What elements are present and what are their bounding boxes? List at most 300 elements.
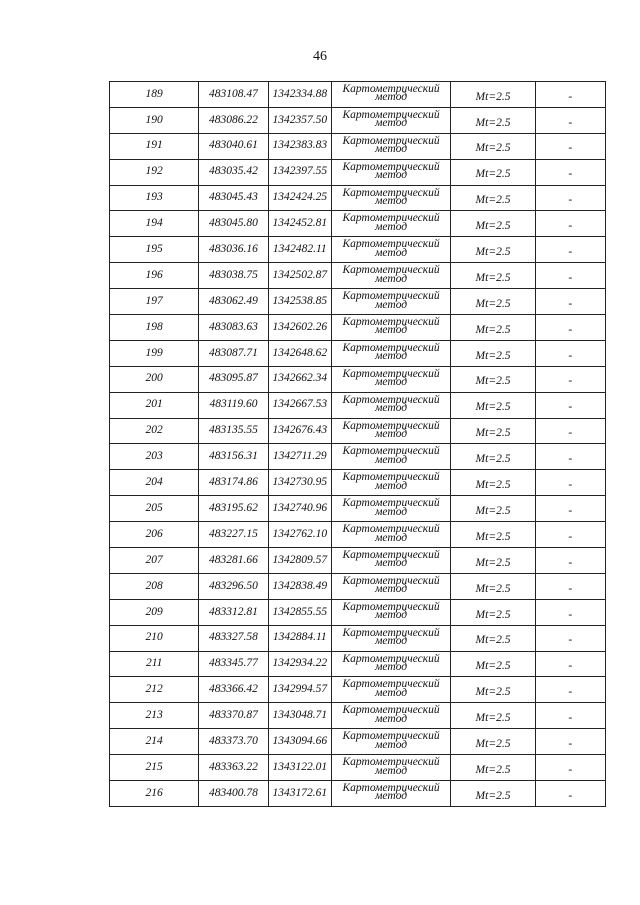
- method-line2: метод: [375, 583, 408, 596]
- point-number: 191: [145, 139, 163, 152]
- y-coordinate-cell: 1342711.29: [268, 444, 331, 470]
- accuracy-value: Mt=2.5: [475, 504, 511, 517]
- accuracy-cell: [451, 755, 535, 781]
- point-number-cell: [110, 651, 199, 677]
- description-cell: [535, 392, 605, 418]
- description-cell: [535, 573, 605, 599]
- x-coordinate-cell: 483135.55: [199, 418, 268, 444]
- method-cell: [331, 677, 450, 703]
- accuracy-cell: [451, 444, 535, 470]
- method-line2: метод: [375, 91, 408, 104]
- table-row: [110, 677, 606, 703]
- method-cell: [331, 185, 450, 211]
- accuracy-value: Mt=2.5: [475, 194, 511, 207]
- description-cell: [535, 159, 605, 185]
- point-number-cell: [110, 548, 199, 574]
- description-cell: [535, 418, 605, 444]
- accuracy-value: Mt=2.5: [475, 582, 511, 595]
- method-line2: метод: [375, 169, 408, 182]
- point-number: 202: [145, 424, 163, 437]
- method-line1: Картометрический: [342, 600, 440, 613]
- x-coordinate-cell: 483156.31: [199, 444, 268, 470]
- table-row: [110, 548, 606, 574]
- point-number: 208: [145, 579, 163, 592]
- table-row: [110, 729, 606, 755]
- point-number: 200: [145, 372, 163, 385]
- y-coordinate-cell: 1342538.85: [268, 289, 331, 315]
- method-line1: Картометрический: [342, 82, 440, 95]
- accuracy-cell: [451, 82, 535, 108]
- description-value: -: [568, 453, 573, 466]
- point-number: 213: [145, 709, 163, 722]
- table-row: [110, 418, 606, 444]
- table-row: [110, 470, 606, 496]
- accuracy-cell: [451, 677, 535, 703]
- description-cell: [535, 263, 605, 289]
- accuracy-cell: [451, 315, 535, 341]
- accuracy-cell: [451, 289, 535, 315]
- x-coordinate-cell: 483296.50: [199, 573, 268, 599]
- point-number-cell: [110, 729, 199, 755]
- table-row: [110, 573, 606, 599]
- accuracy-value: Mt=2.5: [475, 608, 511, 621]
- x-coordinate-cell: 483045.80: [199, 211, 268, 237]
- point-number-cell: [110, 522, 199, 548]
- method-cell: [331, 548, 450, 574]
- method-line2: метод: [375, 246, 408, 259]
- method-cell: [331, 496, 450, 522]
- method-line2: метод: [375, 531, 408, 544]
- point-number-cell: [110, 444, 199, 470]
- point-number-cell: [110, 289, 199, 315]
- y-coordinate-cell: 1342667.53: [268, 392, 331, 418]
- y-coordinate-cell: 1342602.26: [268, 315, 331, 341]
- method-line1: Картометрический: [342, 626, 440, 639]
- description-value: -: [568, 401, 573, 414]
- method-line1: Картометрический: [342, 212, 440, 225]
- point-number: 206: [145, 527, 163, 540]
- method-cell: [331, 470, 450, 496]
- x-coordinate-cell: 483174.86: [199, 470, 268, 496]
- description-cell: [535, 107, 605, 133]
- method-line2: метод: [375, 220, 408, 233]
- accuracy-value: Mt=2.5: [475, 530, 511, 543]
- table-row: [110, 703, 606, 729]
- point-number: 198: [145, 320, 163, 333]
- method-cell: [331, 237, 450, 263]
- y-coordinate-cell: 1342424.25: [268, 185, 331, 211]
- table-row: [110, 599, 606, 625]
- method-line1: Картометрический: [342, 678, 440, 691]
- description-cell: [535, 677, 605, 703]
- description-value: -: [568, 686, 573, 699]
- method-line1: Картометрический: [342, 341, 440, 354]
- x-coordinate-cell: 483083.63: [199, 315, 268, 341]
- accuracy-value: Mt=2.5: [475, 634, 511, 647]
- x-coordinate-cell: 483312.81: [199, 599, 268, 625]
- point-number-cell: [110, 159, 199, 185]
- accuracy-cell: [451, 159, 535, 185]
- x-coordinate-cell: 483035.42: [199, 159, 268, 185]
- description-cell: [535, 496, 605, 522]
- x-coordinate-cell: 483038.75: [199, 263, 268, 289]
- method-line1: Картометрический: [342, 393, 440, 406]
- accuracy-value: Mt=2.5: [475, 556, 511, 569]
- point-number: 215: [145, 760, 163, 773]
- method-line1: Картометрический: [342, 704, 440, 717]
- method-cell: [331, 289, 450, 315]
- x-coordinate-cell: 483040.61: [199, 133, 268, 159]
- point-number-cell: [110, 703, 199, 729]
- description-value: -: [568, 634, 573, 647]
- y-coordinate-cell: 1343122.01: [268, 755, 331, 781]
- accuracy-value: Mt=2.5: [475, 375, 511, 388]
- y-coordinate-cell: 1342648.62: [268, 340, 331, 366]
- x-coordinate-cell: 483227.15: [199, 522, 268, 548]
- method-cell: [331, 263, 450, 289]
- description-cell: [535, 651, 605, 677]
- table-row: [110, 340, 606, 366]
- method-line2: метод: [375, 764, 408, 777]
- table-row: [110, 211, 606, 237]
- description-cell: [535, 133, 605, 159]
- method-line2: метод: [375, 505, 408, 518]
- point-number-cell: [110, 573, 199, 599]
- table-row: [110, 392, 606, 418]
- method-line2: метод: [375, 350, 408, 363]
- description-value: -: [568, 530, 573, 543]
- y-coordinate-cell: 1342334.88: [268, 82, 331, 108]
- x-coordinate-cell: 483119.60: [199, 392, 268, 418]
- method-line2: метод: [375, 324, 408, 337]
- description-value: -: [568, 504, 573, 517]
- x-coordinate-cell: 483327.58: [199, 625, 268, 651]
- method-cell: [331, 781, 450, 807]
- method-cell: [331, 159, 450, 185]
- method-line1: Картометрический: [342, 238, 440, 251]
- point-number: 199: [145, 346, 163, 359]
- y-coordinate-cell: 1342676.43: [268, 418, 331, 444]
- x-coordinate-cell: 483086.22: [199, 107, 268, 133]
- accuracy-cell: [451, 392, 535, 418]
- table-row: [110, 289, 606, 315]
- y-coordinate-cell: 1342730.95: [268, 470, 331, 496]
- point-number-cell: [110, 418, 199, 444]
- table-row: [110, 263, 606, 289]
- accuracy-value: Mt=2.5: [475, 297, 511, 310]
- point-number-cell: [110, 392, 199, 418]
- accuracy-cell: [451, 185, 535, 211]
- description-value: -: [568, 789, 573, 802]
- accuracy-value: Mt=2.5: [475, 763, 511, 776]
- method-line1: Картометрический: [342, 290, 440, 303]
- y-coordinate-cell: 1342482.11: [268, 237, 331, 263]
- method-cell: [331, 418, 450, 444]
- description-cell: [535, 729, 605, 755]
- description-cell: [535, 781, 605, 807]
- method-line2: метод: [375, 298, 408, 311]
- point-number: 193: [145, 191, 163, 204]
- description-cell: [535, 548, 605, 574]
- point-number: 201: [145, 398, 163, 411]
- method-cell: [331, 315, 450, 341]
- method-line2: метод: [375, 402, 408, 415]
- method-cell: [331, 366, 450, 392]
- method-cell: [331, 573, 450, 599]
- x-coordinate-cell: 483366.42: [199, 677, 268, 703]
- y-coordinate-cell: 1342809.57: [268, 548, 331, 574]
- method-line1: Картометрический: [342, 523, 440, 536]
- method-line2: метод: [375, 790, 408, 803]
- method-cell: [331, 625, 450, 651]
- description-cell: [535, 237, 605, 263]
- accuracy-value: Mt=2.5: [475, 453, 511, 466]
- y-coordinate-cell: 1342884.11: [268, 625, 331, 651]
- table-row: [110, 159, 606, 185]
- method-line1: Картометрический: [342, 367, 440, 380]
- x-coordinate-cell: 483036.16: [199, 237, 268, 263]
- method-line2: метод: [375, 453, 408, 466]
- method-cell: [331, 444, 450, 470]
- description-value: -: [568, 737, 573, 750]
- y-coordinate-cell: 1342838.49: [268, 573, 331, 599]
- accuracy-cell: [451, 522, 535, 548]
- description-value: -: [568, 479, 573, 492]
- x-coordinate-cell: 483400.78: [199, 781, 268, 807]
- table-row: [110, 133, 606, 159]
- x-coordinate-cell: 483062.49: [199, 289, 268, 315]
- accuracy-cell: [451, 470, 535, 496]
- x-coordinate-cell: 483363.22: [199, 755, 268, 781]
- accuracy-value: Mt=2.5: [475, 401, 511, 414]
- method-cell: [331, 651, 450, 677]
- description-cell: [535, 470, 605, 496]
- point-number: 203: [145, 450, 163, 463]
- x-coordinate-cell: 483370.87: [199, 703, 268, 729]
- accuracy-value: Mt=2.5: [475, 116, 511, 129]
- coordinates-table-body: [110, 82, 606, 807]
- x-coordinate-cell: 483345.77: [199, 651, 268, 677]
- point-number-cell: [110, 677, 199, 703]
- accuracy-cell: [451, 133, 535, 159]
- y-coordinate-cell: 1342662.34: [268, 366, 331, 392]
- method-line2: метод: [375, 557, 408, 570]
- point-number-cell: [110, 133, 199, 159]
- accuracy-cell: [451, 366, 535, 392]
- accuracy-value: Mt=2.5: [475, 789, 511, 802]
- accuracy-cell: [451, 729, 535, 755]
- description-value: -: [568, 556, 573, 569]
- method-cell: [331, 107, 450, 133]
- point-number-cell: [110, 625, 199, 651]
- accuracy-cell: [451, 340, 535, 366]
- method-line2: метод: [375, 376, 408, 389]
- accuracy-value: Mt=2.5: [475, 349, 511, 362]
- point-number: 197: [145, 294, 163, 307]
- description-value: -: [568, 220, 573, 233]
- method-line1: Картометрический: [342, 419, 440, 432]
- page-number: 46: [313, 49, 327, 64]
- point-number: 204: [145, 476, 163, 489]
- method-line2: метод: [375, 661, 408, 674]
- description-cell: [535, 755, 605, 781]
- method-cell: [331, 211, 450, 237]
- method-line2: метод: [375, 686, 408, 699]
- point-number-cell: [110, 82, 199, 108]
- accuracy-value: Mt=2.5: [475, 246, 511, 259]
- method-cell: [331, 82, 450, 108]
- description-cell: [535, 185, 605, 211]
- y-coordinate-cell: 1342762.10: [268, 522, 331, 548]
- method-line2: метод: [375, 712, 408, 725]
- description-value: -: [568, 194, 573, 207]
- point-number-cell: [110, 107, 199, 133]
- description-value: -: [568, 608, 573, 621]
- point-number-cell: [110, 366, 199, 392]
- table-row: [110, 185, 606, 211]
- method-line2: метод: [375, 479, 408, 492]
- table-row: [110, 496, 606, 522]
- method-line1: Картометрический: [342, 108, 440, 121]
- accuracy-value: Mt=2.5: [475, 271, 511, 284]
- accuracy-cell: [451, 263, 535, 289]
- point-number: 210: [145, 631, 163, 644]
- point-number-cell: [110, 599, 199, 625]
- accuracy-cell: [451, 651, 535, 677]
- point-number: 189: [145, 87, 163, 100]
- method-line2: метод: [375, 428, 408, 441]
- method-line1: Картометрический: [342, 781, 440, 794]
- accuracy-cell: [451, 703, 535, 729]
- table-row: [110, 82, 606, 108]
- point-number: 216: [145, 786, 163, 799]
- accuracy-value: Mt=2.5: [475, 660, 511, 673]
- description-value: -: [568, 142, 573, 155]
- description-cell: [535, 366, 605, 392]
- description-cell: [535, 340, 605, 366]
- description-value: -: [568, 168, 573, 181]
- accuracy-value: Mt=2.5: [475, 427, 511, 440]
- method-cell: [331, 392, 450, 418]
- description-cell: [535, 82, 605, 108]
- accuracy-value: Mt=2.5: [475, 220, 511, 233]
- y-coordinate-cell: 1342452.81: [268, 211, 331, 237]
- table-row: [110, 315, 606, 341]
- description-value: -: [568, 427, 573, 440]
- method-line1: Картометрический: [342, 160, 440, 173]
- method-cell: [331, 340, 450, 366]
- x-coordinate-cell: 483095.87: [199, 366, 268, 392]
- description-value: -: [568, 90, 573, 103]
- description-cell: [535, 522, 605, 548]
- x-coordinate-cell: 483087.71: [199, 340, 268, 366]
- description-value: -: [568, 375, 573, 388]
- description-value: -: [568, 246, 573, 259]
- accuracy-value: Mt=2.5: [475, 142, 511, 155]
- accuracy-cell: [451, 573, 535, 599]
- description-value: -: [568, 297, 573, 310]
- method-line1: Картометрический: [342, 134, 440, 147]
- point-number-cell: [110, 315, 199, 341]
- description-value: -: [568, 582, 573, 595]
- point-number-cell: [110, 211, 199, 237]
- description-value: -: [568, 116, 573, 129]
- description-value: -: [568, 323, 573, 336]
- accuracy-cell: [451, 107, 535, 133]
- y-coordinate-cell: 1342855.55: [268, 599, 331, 625]
- description-value: -: [568, 712, 573, 725]
- point-number-cell: [110, 755, 199, 781]
- accuracy-value: Mt=2.5: [475, 686, 511, 699]
- method-line2: метод: [375, 143, 408, 156]
- point-number: 195: [145, 243, 163, 256]
- table-row: [110, 522, 606, 548]
- description-cell: [535, 444, 605, 470]
- x-coordinate-cell: 483045.43: [199, 185, 268, 211]
- method-cell: [331, 599, 450, 625]
- x-coordinate-cell: 483195.62: [199, 496, 268, 522]
- accuracy-cell: [451, 418, 535, 444]
- y-coordinate-cell: 1342994.57: [268, 677, 331, 703]
- method-line1: Картометрический: [342, 445, 440, 458]
- accuracy-value: Mt=2.5: [475, 168, 511, 181]
- x-coordinate-cell: 483373.70: [199, 729, 268, 755]
- method-line1: Картометрический: [342, 730, 440, 743]
- method-cell: [331, 703, 450, 729]
- y-coordinate-cell: 1343172.61: [268, 781, 331, 807]
- method-line2: метод: [375, 738, 408, 751]
- point-number: 211: [145, 657, 163, 670]
- y-coordinate-cell: 1342383.83: [268, 133, 331, 159]
- point-number: 196: [145, 268, 163, 281]
- point-number: 207: [145, 553, 163, 566]
- y-coordinate-cell: 1342357.50: [268, 107, 331, 133]
- coordinates-table: [109, 81, 606, 807]
- point-number-cell: [110, 237, 199, 263]
- accuracy-value: Mt=2.5: [475, 737, 511, 750]
- method-cell: [331, 133, 450, 159]
- point-number: 214: [145, 734, 163, 747]
- y-coordinate-cell: 1342397.55: [268, 159, 331, 185]
- description-value: -: [568, 349, 573, 362]
- accuracy-value: Mt=2.5: [475, 479, 511, 492]
- point-number: 209: [145, 605, 163, 618]
- y-coordinate-cell: 1342740.96: [268, 496, 331, 522]
- point-number-cell: [110, 185, 199, 211]
- description-cell: [535, 211, 605, 237]
- table-row: [110, 755, 606, 781]
- method-line2: метод: [375, 117, 408, 130]
- x-coordinate-cell: 483108.47: [199, 82, 268, 108]
- description-cell: [535, 599, 605, 625]
- accuracy-cell: [451, 496, 535, 522]
- table-row: [110, 237, 606, 263]
- table-row: [110, 781, 606, 807]
- description-cell: [535, 289, 605, 315]
- accuracy-cell: [451, 625, 535, 651]
- method-line2: метод: [375, 609, 408, 622]
- x-coordinate-cell: 483281.66: [199, 548, 268, 574]
- description-value: -: [568, 271, 573, 284]
- method-line1: Картометрический: [342, 264, 440, 277]
- table-row: [110, 107, 606, 133]
- accuracy-value: Mt=2.5: [475, 323, 511, 336]
- accuracy-cell: [451, 781, 535, 807]
- table-row: [110, 366, 606, 392]
- description-cell: [535, 315, 605, 341]
- method-line2: метод: [375, 272, 408, 285]
- accuracy-cell: [451, 599, 535, 625]
